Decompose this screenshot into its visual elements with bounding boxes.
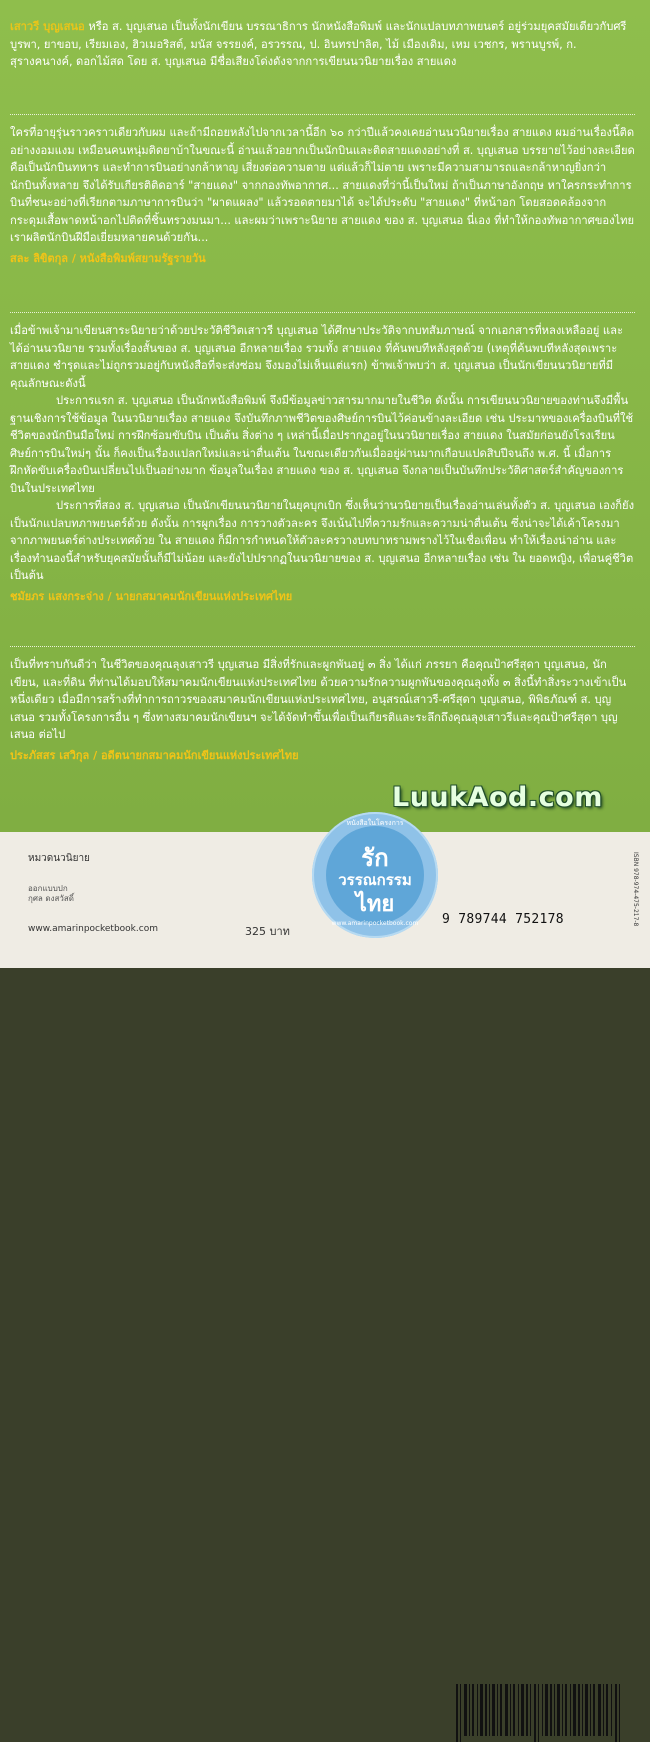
review-text-3: เป็นที่ทราบกันดีว่า ในชีวิตของคุณลุงเสาวรี บุญเสนอ มีสิ่งที่รักและผูกพันอยู่ ๓ สิ่ง ได้แก่ ภรรยา คือคุณป้าศรีสุดา บุญเสนอ, นักเขียน, และที่ดิน ที่ท่านได้มอบให้สมาคมนักเขียนแห่งประเทศไทย ด้วยความรักความผูกพันของคุณลุงทั้ง ๓ สิ่งนี้ทำสิ่งระวางเข้าเป็นหนึ่งเดียว เมื่อมีการสร้างที่ทำการถาวรของสมาคมนักเขียนแห่งประเทศไทย, อนุสรณ์เสาวรี-ศรีสุดา บุญเสนอ, พิพิธภัณฑ์ ส. บุญเสนอ รวมทั้งโครงการอื่น ๆ ซึ่งทางสมาคมนักเขียนฯ จะได้จัดทำขึ้นเพื่อเป็นเกียรติและระลึกถึงคุณลุงเสาวรีและคุณป้าศรีสุดา บุญเสนอ ต่อไป — [10, 658, 627, 741]
site-watermark: LuukAod.com — [392, 782, 603, 813]
author-name: เสาวรี บุญเสนอ — [10, 20, 85, 33]
book-category: หมวดนวนิยาย — [28, 853, 90, 864]
publisher-website: www.amarinpocketbook.com — [28, 924, 158, 934]
author-intro-section — [10, 18, 635, 71]
section-divider — [10, 312, 635, 313]
love-thai-literature-seal-icon — [312, 812, 438, 938]
review-text-2-para-3: ประการที่สอง ส. บุญเสนอ เป็นนักเขียนนวนิยายในยุคบุกเบิก ซึ่งเห็นว่านวนิยายเป็นเรื่องอ่านเล่นทั้งตัว ส. บุญเสนอ เองก็ยังเป็นนักแปลบทภาพยนตร์ด้วย ดังนั้น การผูกเรื่อง การวางตัวละคร จึงเน้นไปที่ความรักและความน่าตื่นเต้น ซึ่งน่าจะได้เค้าโครงมาจากภาพยนตร์ต่างประเทศด้วย ใน สายแดง ก็มีการกำหนดให้ตัวละครวางบทบาทรามพรางไว้ในเชื่อเพื่อน ทำให้เรื่องน่าอ่าน และเรื่องทำนองนี้สำหรับยุคสมัยนั้นก็มีไม่น้อย และยังไปปรากฏในนวนิยายของ ส. บุญเสนอ อีกหลายเรื่อง เช่น ใน ยอดหญิง, เพื่อนคู่ชีวิต เป็นต้น — [10, 499, 635, 582]
review-section-2 — [10, 322, 635, 605]
review-section-3 — [10, 656, 635, 764]
cover-designer-name: กุศล ดงสวัสดิ์ — [28, 894, 74, 903]
isbn-number: 9 789744 752178 — [442, 912, 564, 927]
seal-word-2: วรรณกรรม — [338, 871, 412, 889]
section-divider — [10, 114, 635, 115]
review-section-1 — [10, 124, 635, 267]
seal-bottom-text: www.amarinpocketbook.com — [331, 920, 419, 927]
seal-top-text: หนังสือในโครงการ — [346, 819, 404, 827]
author-intro-text: หรือ ส. บุญเสนอ เป็นทั้งนักเขียน บรรณาธิการ นักหนังสือพิมพ์ และนักแปลบทภาพยนตร์ อยู่ร่วมยุคสมัยเดียวกับศรีบูรพา, ยาขอบ, เรียมเอง, ฮิวเมอริสต์, มนัส จรรยงค์, อรวรรณ, ป. อินทรปาลิต, ไม้ เมืองเดิม, เหม เวชกร, พรานบูรพ์, ก. สุรางคนางค์, ดอกไม้สด โดย ส. บุญเสนอ มีชื่อเสียงโด่งดังจากการเขียนนวนิยายเรื่อง สายแดง — [10, 20, 627, 68]
book-price: 325 บาท — [245, 925, 290, 938]
isbn-barcode-icon — [454, 1684, 626, 1742]
review-signature-2: ชมัยภร แสงกระจ่าง / นายกสมาคมนักเขียนแห่งประเทศไทย — [10, 589, 293, 603]
review-text-1: ใครที่อายุรุ่นราวคราวเดียวกับผม และถ้ามีถอยหลังไปจากเวลานี้อีก ๖๐ กว่าปีแล้วคงเคยอ่านนวนิยายเรื่อง สายแดง ผมอ่านเรื่องนี้ติดอย่างงอมแงม เหมือนคนหนุ่มติดยาบ้าในขณะนี้ อ่านแล้วอยากเป็นนักบินและติดสายแดงอย่างที่ ส. บุญเสนอ บรรยายไว้อย่างละเอียด คือเป็นนักบินทหาร และทำการบินอย่างกล้าหาญ เสี่ยงต่อความตาย แต่แล้วก็ไม่ตาย เพราะมีความสามารถและกล้าหาญยิ่งกว่านักบินทั้งหลาย จึงได้รับเกียรติติดอาร์ "สายแดง" จากกองทัพอากาศ... สายแดงที่ว่านี้เป็นใหม่ ถ้าเป็นภาษาอังกฤษ หาใครกระทำการบินที่ชนะอย่างที่เรียกตามภาษาการบินว่า "ผาดแผลง" แล้วรอดตายมาได้ จะได้ประดับ "สายแดง" ที่หน้าอก โดยสอดคล้องจากกระดุมเสื้อพาดหน้าอกไปติดที่ชิ้นทรวงมนมา... และผมว่าเพราะนิยาย สายแดง ของ ส. บุญเสนอ นี่เอง ที่ทำให้กองทัพอากาศของไทยเราผลิตนักบินฝีมือเยี่ยมหลายคนด้วยกัน... — [10, 126, 635, 244]
seal-word-3: ไทย — [355, 892, 395, 917]
review-signature-1: สละ ลิขิตกุล / หนังสือพิมพ์สยามรัฐรายวัน — [10, 251, 206, 265]
review-text-2-para-2: ประการแรก ส. บุญเสนอ เป็นนักหนังสือพิมพ์ จึงมีข้อมูลข่าวสารมากมายในชีวิต ดังนั้น การเขียนนวนิยายของท่านจึงมีพื้นฐานเชิงการใช้ข้อมูล ในนวนิยายเรื่อง สายแดง จึงบันทึกภาพชีวิตของศิษย์การบินไว้ค่อนข้างละเอียด เช่น ประมาทของเครื่องบินที่ใช้ ชีวิตของนักบินมือใหม่ การฝึกซ้อมขับบิน เป็นต้น สิ่งต่าง ๆ เหล่านี้เมื่อปรากฏอยู่ในนวนิยายเรื่อง สายแดง ในสมัยก่อนยังโรงเรียนศิษย์การบินใหม่ๆ นั้น ก็คงเป็นเรื่องแปลกใหม่และน่าตื่นเต้น ในขณะเดียวกันเมื่ออยู่ผ่านมากเกือบแปดสิบปีจนถึง พ.ศ. นี้ เมื่อการฝึกหัดขับเครื่องบินเปลี่ยนไปเป็นอย่างมาก ข้อมูลในเรื่อง สายแดง ของ ส. บุญเสนอ จึงกลายเป็นบันทึกประวัติศาสตร์สำคัญของการบินในประเทศไทย — [10, 394, 634, 495]
review-signature-3: ประภัสสร เสวิกุล / อดีตนายกสมาคมนักเขียนแห่งประเทศไทย — [10, 748, 299, 762]
section-divider — [10, 646, 635, 647]
review-text-2-para-1: เมื่อข้าพเจ้ามาเขียนสาระนิยายว่าด้วยประวัติชีวิตเสาวรี บุญเสนอ ได้ศึกษาประวัติจากบทสัมภาษณ์ จากเอกสารที่หลงเหลืออยู่ และได้อ่านนวนิยาย รวมทั้งเรื่องสั้นของ ส. บุญเสนอ อีกหลายเรื่อง รวมทั้ง สายแดง ที่ค้นพบทีหลังสุดด้วย (เหตุที่ค้นพบทีหลังสุดเพราะ สายแดง ชำรุดและไม่ถูกรวมอยู่กับหนังสือที่จะส่งซ่อม จึงมองไม่เห็นแต่แรก) ข้าพเจ้าพบว่า ส. บุญเสนอ เป็นนักเขียนนวนิยายที่มีคุณลักษณะดังนี้ — [10, 324, 623, 390]
seal-word-1: รัก — [361, 844, 389, 872]
isbn-vertical-text: ISBN 978-974-475-217-8 — [632, 852, 639, 927]
cover-designer-label: ออกแบบปก — [28, 884, 68, 893]
